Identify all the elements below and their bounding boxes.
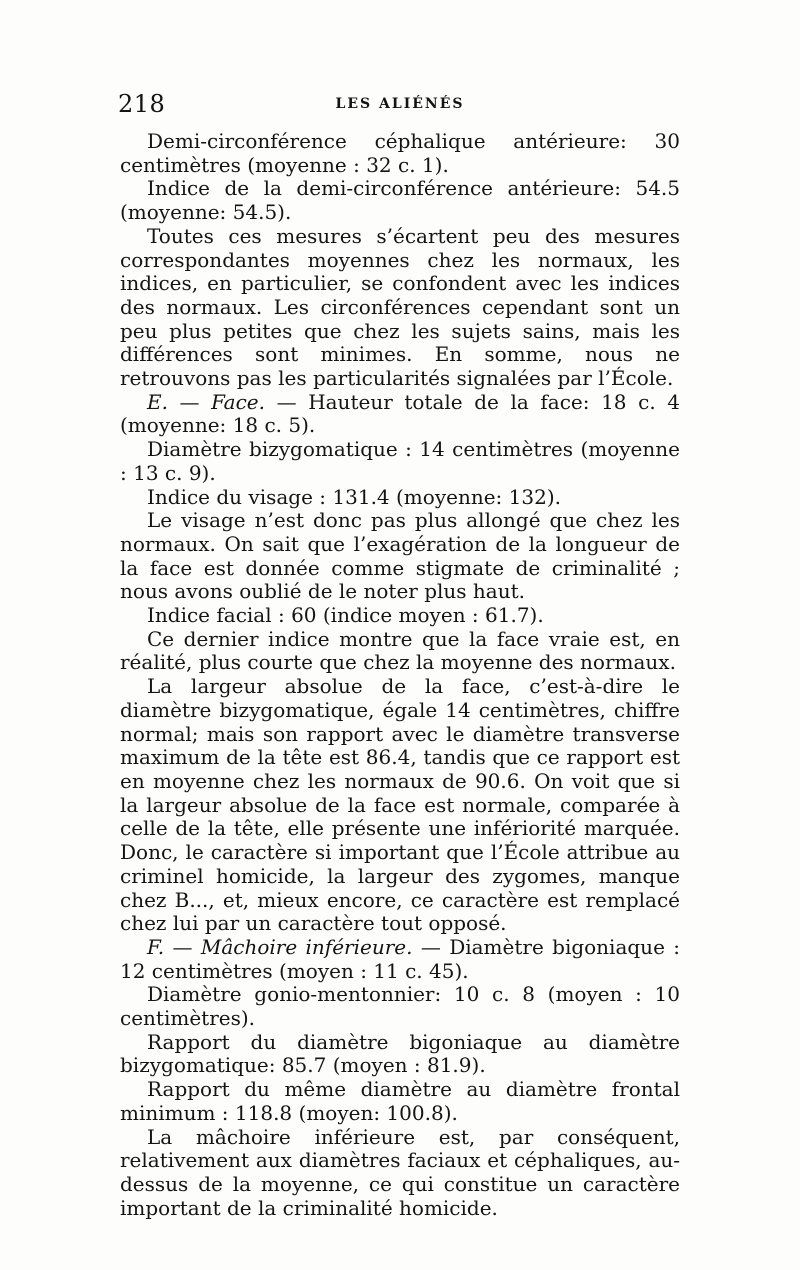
paragraph: Indice du visage : 131.4 (moyenne: 132). xyxy=(147,484,561,509)
page-number: 218 xyxy=(118,90,166,118)
running-head: LES ALIÉNÉS xyxy=(335,96,465,112)
paragraph: La largeur absolue de la face, c’est-à-dire le diamètre bizygomatique, égale 14 centimètres, chiffre normal; mais son rapport avec le diamètre transverse maximum de la tête est 86.4, tandis que ce rapport est en moyenne chez les normaux de 90.6. On voit que si la largeur absolue de la face est normale, comparée à celle de la tête, elle présente une infériorité marquée. Donc, le caractère si important que l’École attribue au criminel homicide, la largeur des zygomes, manque chez B..., et, mieux encore, ce caractère est remplacé chez lui par un caractère tout opposé. xyxy=(120,674,680,936)
paragraph-section-e: E. — Face. — Hauteur totale de la face: 18 c. 4 (moyenne: 18 c. 5). xyxy=(120,389,681,438)
paragraph: La mâchoire inférieure est, par conséquent, relativement aux diamètres faciaux et céphaliques, au-dessus de la moyenne, ce qui constitue un caractère important de la criminalité homicide. xyxy=(120,1124,680,1220)
paragraph: Le visage n’est donc pas plus allongé que chez les normaux. On sait que l’exagération de la longueur de la face est donnée comme stigmate de criminalité ; nous avons oublié de le noter plus haut. xyxy=(120,508,680,604)
paragraph: Indice facial : 60 (indice moyen : 61.7). xyxy=(147,603,544,628)
paragraph: Toutes ces mesures s’écartent peu des mesures correspondantes moyennes chez les normaux, les indices, en particulier, se confondent avec les indices des normaux. Les circonférences cependant sont un peu plus petites que chez les sujets sains, mais les différences sont minimes. En somme, nous ne retrouvons pas les particularités signalées par l’École. xyxy=(120,223,680,391)
paragraph: Diamètre gonio-mentonnier: 10 c. 8 (moyen : 10 centimètres). xyxy=(120,982,680,1031)
section-label: E. — Face. xyxy=(147,389,265,414)
paragraph: Rapport du diamètre bigoniaque au diamètre bizygomatique: 85.7 (moyen : 81.9). xyxy=(120,1029,680,1078)
paragraph: Demi-circonférence céphalique antérieure: 30 centimètres (moyenne : 32 c. 1). xyxy=(120,129,680,177)
section-label: F. — Mâchoire inférieure. xyxy=(147,934,413,959)
paragraph: Indice de la demi-circonférence antérieure: 54.5 (moyenne: 54.5). xyxy=(120,176,680,225)
paragraph: Rapport du même diamètre au diamètre frontal minimum : 118.8 (moyen: 100.8). xyxy=(120,1077,680,1125)
paragraph: Diamètre bizygomatique : 14 centimètres (moyenne : 13 c. 9). xyxy=(120,437,680,485)
body-text xyxy=(120,130,680,1220)
paragraph-section-f: F. — Mâchoire inférieure. — Diamètre bigoniaque : 12 centimètres (moyen : 11 c. 45). xyxy=(120,934,680,983)
paragraph: Ce dernier indice montre que la face vraie est, en réalité, plus courte que chez la moyenne des normaux. xyxy=(120,626,680,675)
